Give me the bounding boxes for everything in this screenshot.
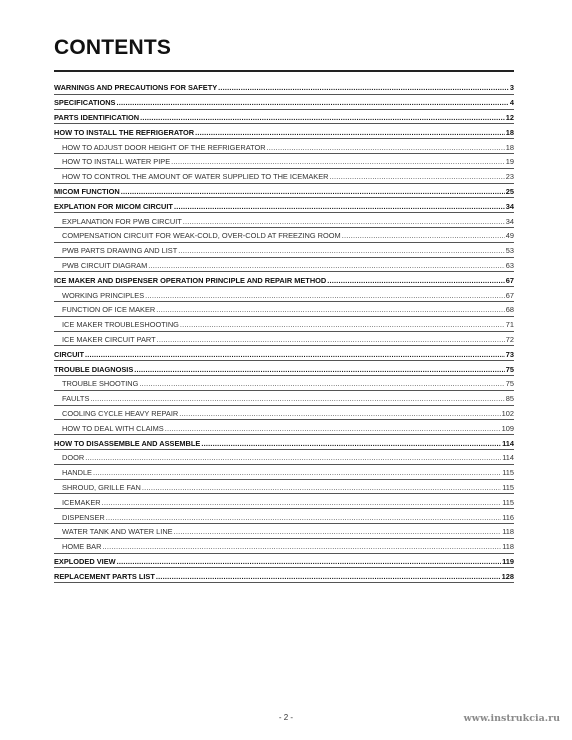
toc-entry-label: MICOM FUNCTION [54, 186, 120, 196]
toc-entry-label: HOW TO DEAL WITH CLAIMS [62, 423, 164, 433]
toc-leader-dots [139, 380, 504, 387]
toc-entry-page: 23 [505, 172, 514, 182]
toc-entry-page: 34 [505, 216, 514, 226]
toc-entry-label: EXPLODED VIEW [54, 556, 116, 566]
toc-leader-dots [85, 351, 505, 358]
toc-leader-dots [174, 528, 502, 535]
toc-entry[interactable] [54, 376, 514, 391]
toc-entry-page: 25 [505, 186, 514, 196]
toc-entry[interactable] [54, 213, 514, 228]
toc-entry[interactable] [54, 494, 514, 509]
toc-entry-label: HOW TO ADJUST DOOR HEIGHT OF THE REFRIGERATOR [62, 142, 266, 152]
toc-entry[interactable] [54, 272, 514, 287]
toc-entry-label: COOLING CYCLE HEAVY REPAIR [62, 408, 179, 418]
toc-entry-label: WORKING PRINCIPLES [62, 290, 145, 300]
page-number: - 2 - [278, 713, 294, 722]
toc-leader-dots [342, 232, 505, 239]
toc-entry-page: 115 [502, 497, 514, 507]
toc-entry[interactable] [54, 124, 514, 139]
toc-entry-page: 18 [505, 127, 514, 137]
toc-entry-label: ICE MAKER TROUBLESHOOTING [62, 320, 179, 330]
toc-leader-dots [183, 218, 505, 225]
toc-entry-page: 128 [501, 571, 514, 581]
page-title: CONTENTS [54, 36, 172, 59]
toc-leader-dots [330, 173, 505, 180]
toc-entry[interactable] [54, 154, 514, 169]
toc-entry-page: 68 [505, 305, 514, 315]
toc-entry-page: 75 [505, 364, 514, 374]
toc-entry[interactable] [54, 420, 514, 435]
toc-entry-label: HANDLE [62, 468, 92, 478]
toc-entry[interactable] [54, 317, 514, 332]
toc-leader-dots [134, 366, 505, 373]
toc-leader-dots [85, 454, 501, 461]
toc-entry-page: 12 [505, 112, 514, 122]
toc-entry[interactable] [54, 539, 514, 554]
toc-leader-dots [178, 247, 505, 254]
toc-leader-dots [93, 469, 501, 476]
toc-entry-page: 63 [505, 260, 514, 270]
toc-entry-page: 4 [509, 98, 514, 108]
toc-entry[interactable] [54, 287, 514, 302]
toc-entry-label: ICEMAKER [62, 497, 101, 507]
toc-leader-dots [327, 277, 505, 284]
toc-leader-dots [174, 203, 505, 210]
toc-entry[interactable] [54, 80, 514, 95]
toc-entry[interactable] [54, 554, 514, 569]
toc-leader-dots [218, 84, 509, 91]
toc-leader-dots [116, 99, 508, 106]
toc-entry[interactable] [54, 228, 514, 243]
toc-entry[interactable] [54, 361, 514, 376]
toc-entry-page: 85 [505, 394, 514, 404]
toc-entry-page: 3 [509, 83, 514, 93]
toc-entry[interactable] [54, 332, 514, 347]
toc-leader-dots [156, 573, 501, 580]
toc-entry-page: 34 [505, 201, 514, 211]
toc-entry-page: 73 [505, 349, 514, 359]
watermark: www.instrukcia.ru [463, 713, 560, 724]
toc-entry-label: FUNCTION OF ICE MAKER [62, 305, 156, 315]
toc-entry-page: 19 [505, 157, 514, 167]
toc-entry-label: REPLACEMENT PARTS LIST [54, 571, 155, 581]
toc-entry-label: PWB PARTS DRAWING AND LIST [62, 246, 178, 256]
toc-entry-page: 72 [505, 334, 514, 344]
toc-leader-dots [201, 440, 501, 447]
toc-leader-dots [106, 514, 501, 521]
toc-entry-label: COMPENSATION CIRCUIT FOR WEAK-COLD, OVER-COLD AT FREEZING ROOM [62, 231, 341, 241]
toc-entry-label: EXPLANATION FOR PWB CIRCUIT [62, 216, 182, 226]
title-divider [54, 70, 514, 72]
toc-entry-label: FAULTS [62, 394, 90, 404]
toc-entry[interactable] [54, 568, 514, 583]
toc-leader-dots [117, 558, 501, 565]
toc-entry-label: SPECIFICATIONS [54, 98, 116, 108]
toc-entry-label: HOW TO CONTROL THE AMOUNT OF WATER SUPPLIED TO THE ICEMAKER [62, 172, 329, 182]
toc-entry[interactable] [54, 243, 514, 258]
toc-entry[interactable] [54, 450, 514, 465]
toc-leader-dots [180, 321, 505, 328]
toc-entry-page: 67 [505, 290, 514, 300]
toc-entry-label: DISPENSER [62, 512, 105, 522]
toc-entry-label: HOW TO INSTALL THE REFRIGERATOR [54, 127, 195, 137]
toc-entry-label: PARTS IDENTIFICATION [54, 112, 140, 122]
toc-entry-page: 49 [505, 231, 514, 241]
toc-entry-page: 18 [505, 142, 514, 152]
toc-entry[interactable] [54, 346, 514, 361]
toc-leader-dots [102, 543, 501, 550]
toc-leader-dots [156, 306, 505, 313]
toc-leader-dots [179, 410, 500, 417]
toc-entry-page: 114 [502, 438, 514, 448]
toc-entry-label: HOME BAR [62, 542, 102, 552]
toc-leader-dots [171, 158, 505, 165]
toc-entry[interactable] [54, 406, 514, 421]
toc-leader-dots [195, 129, 505, 136]
toc-entry[interactable] [54, 139, 514, 154]
toc-entry-page: 53 [505, 246, 514, 256]
toc-entry-page: 118 [502, 527, 514, 537]
toc-entry-label: HOW TO INSTALL WATER PIPE [62, 157, 171, 167]
toc-entry-label: TROUBLE SHOOTING [62, 379, 139, 389]
toc-entry-page: 102 [501, 408, 514, 418]
toc-entry-label: SHROUD, GRILLE FAN [62, 482, 141, 492]
toc-leader-dots [102, 499, 502, 506]
toc-entry-page: 115 [502, 482, 514, 492]
toc-entry-page: 75 [505, 379, 514, 389]
toc-entry-label: TROUBLE DIAGNOSIS [54, 364, 134, 374]
toc-entry-page: 114 [502, 453, 514, 463]
toc-entry-page: 119 [502, 556, 514, 566]
toc-entry-page: 109 [501, 423, 514, 433]
toc-entry[interactable] [54, 110, 514, 125]
toc-leader-dots [267, 144, 505, 151]
toc-entry[interactable] [54, 169, 514, 184]
toc-entry[interactable] [54, 391, 514, 406]
toc-entry[interactable] [54, 302, 514, 317]
toc-entry-page: 71 [505, 320, 514, 330]
toc-leader-dots [90, 395, 504, 402]
toc-entry[interactable] [54, 258, 514, 273]
toc-entry-label: WATER TANK AND WATER LINE [62, 527, 173, 537]
toc-entry[interactable] [54, 198, 514, 213]
toc-entry-label: HOW TO DISASSEMBLE AND ASSEMBLE [54, 438, 201, 448]
toc-entry-page: 118 [502, 542, 514, 552]
toc-entry-label: DOOR [62, 453, 85, 463]
toc-leader-dots [165, 425, 501, 432]
toc-entry[interactable] [54, 435, 514, 450]
toc-entry-page: 116 [502, 512, 514, 522]
toc-leader-dots [145, 292, 505, 299]
toc-leader-dots [148, 262, 504, 269]
toc-entry-label: EXPLATION FOR MICOM CIRCUIT [54, 201, 173, 211]
toc-entry[interactable] [54, 184, 514, 199]
toc-entry[interactable] [54, 509, 514, 524]
toc-entry-page: 115 [502, 468, 514, 478]
table-of-contents [54, 80, 514, 583]
toc-entry[interactable] [54, 465, 514, 480]
toc-entry-page: 67 [505, 275, 514, 285]
toc-entry[interactable] [54, 480, 514, 495]
toc-leader-dots [140, 114, 505, 121]
toc-entry[interactable] [54, 524, 514, 539]
toc-entry-label: CIRCUIT [54, 349, 84, 359]
toc-entry-label: WARNINGS AND PRECAUTIONS FOR SAFETY [54, 83, 218, 93]
toc-entry-label: ICE MAKER CIRCUIT PART [62, 334, 156, 344]
toc-leader-dots [142, 484, 501, 491]
toc-entry[interactable] [54, 95, 514, 110]
toc-entry-label: PWB CIRCUIT DIAGRAM [62, 260, 148, 270]
toc-entry-label: ICE MAKER AND DISPENSER OPERATION PRINCIPLE AND REPAIR METHOD [54, 275, 327, 285]
toc-leader-dots [121, 188, 505, 195]
toc-leader-dots [157, 336, 505, 343]
